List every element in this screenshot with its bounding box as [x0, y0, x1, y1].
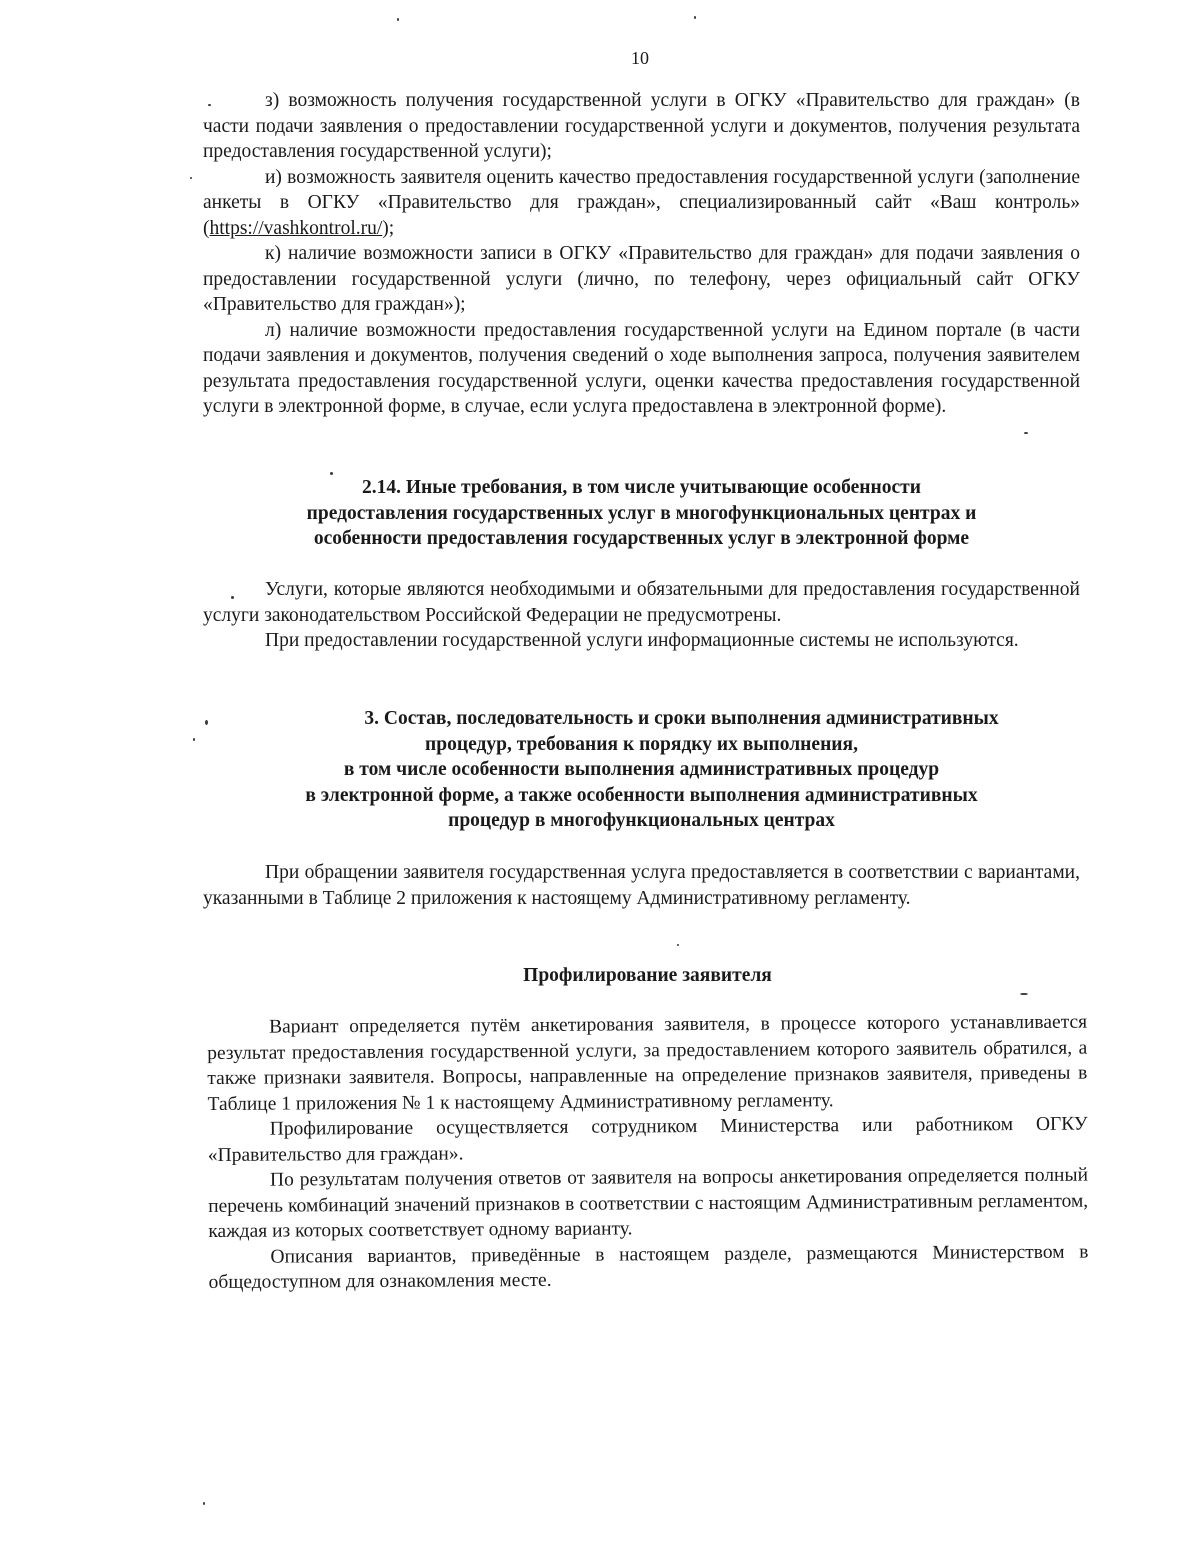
heading-line: предоставления государственных услуг в многофункциональных центрах и: [306, 502, 977, 524]
item-l: л) наличие возможности предоставления государственной услуги на Едином портале (в части подачи заявления и документов, получения сведений о ходе выполнения запроса, получения заявителем результата предоставления государственной услуги, оценки качества предоставления государственной услуги в электронной форме, в случае, если услуга предоставлена в электронной форме).: [203, 319, 1080, 417]
paragraph: По результатам получения ответов от заявителя на вопросы анкетирования определяется полный перечень комбинаций значений признаков в соответствии с настоящим Административным регламентом, каждая из которых соответствует одному варианту.: [208, 1164, 1089, 1242]
scan-speck: [330, 472, 333, 475]
profiling-body: [207, 1010, 1089, 1296]
heading-line: процедур в многофункциональных центрах: [448, 810, 835, 831]
paragraph: Описания вариантов, приведённые в настоящем разделе, размещаются Министерством в общедоступном для ознакомления месте.: [208, 1241, 1089, 1293]
section-2-14-body: [203, 577, 1080, 654]
scan-speck: [203, 1502, 205, 1505]
scan-speck: [397, 18, 399, 21]
scan-speck: [1020, 993, 1028, 995]
heading-line: в том числе особенности выполнения административных процедур: [343, 759, 940, 780]
section-3-body: [203, 860, 1080, 911]
scan-speck: [694, 16, 696, 19]
heading-line: процедур, требования к порядку их выполнения,: [425, 733, 858, 755]
item-k: к) наличие возможности записи в ОГКУ «Правительство для граждан» для подачи заявления о предоставлении государственной услуги (лично, по телефону, через официальный сайт ОГКУ «Правительство для граждан»);: [203, 243, 1080, 315]
item-i-tail: );: [382, 217, 395, 239]
heading-line: 2.14. Иные требования, в том числе учитывающие особенности: [362, 477, 921, 498]
paragraph: Услуги, которые являются необходимыми и обязательными для предоставления государственной услуги законодательством Российской Федерации не предусмотрены.: [203, 579, 1080, 626]
paragraph: Вариант определяется путём анкетирования заявителя, в процессе которого устанавливается результат предоставления государственной услуги, за предоставлением которого заявитель обратился, а также признаки заявителя. Вопросы, направленные на определение признаков заявителя, приведены в Таблице 1 приложения № 1 к настоящему Административному регламенту.: [207, 1011, 1088, 1115]
profiling-heading: Профилирование заявителя: [523, 965, 772, 986]
heading-line: в электронной форме, а также особенности выполнения административных: [305, 784, 978, 806]
vashkontrol-link[interactable]: https://vashkontrol.ru/: [209, 217, 383, 239]
scan-speck: [1024, 432, 1028, 434]
paragraph: Профилирование осуществляется сотрудником Министерства или работником ОГКУ «Правительство для граждан».: [207, 1113, 1088, 1166]
item-z: з) возможность получения государственной услуги в ОГКУ «Правительство для граждан» (в части подачи заявления о предоставлении государственной услуги и документов, получения результата предоставления государственной услуги);: [203, 90, 1080, 162]
scan-speck: [193, 738, 195, 741]
scan-speck: [677, 944, 679, 946]
item-i-text: и) возможность заявителя оценить качество предоставления государственной услуги (заполнение анкеты в ОГКУ «Правительство для граждан», специализированный сайт «Ваш контроль» (: [203, 166, 1080, 239]
section-3-heading: [203, 706, 1080, 834]
scan-speck: [231, 596, 234, 599]
paragraph: При обращении заявителя государственная услуга предоставляется в соответствии с вариантами, указанными в Таблице 2 приложения к настоящему Административному регламенту.: [203, 862, 1080, 909]
heading-line: 3. Состав, последовательность и сроки выполнения административных: [364, 708, 999, 729]
scan-speck: [208, 104, 211, 106]
page-number: 10: [631, 48, 649, 68]
items-list: [203, 88, 1080, 420]
scan-speck: [190, 177, 192, 179]
item-i: [203, 165, 1080, 242]
scan-speck: [205, 720, 208, 725]
section-2-14-heading: [203, 475, 1080, 552]
heading-line: особенности предоставления государственных услуг в электронной форме: [313, 528, 970, 549]
paragraph: При предоставлении государственной услуги информационные системы не используются.: [265, 630, 1019, 651]
